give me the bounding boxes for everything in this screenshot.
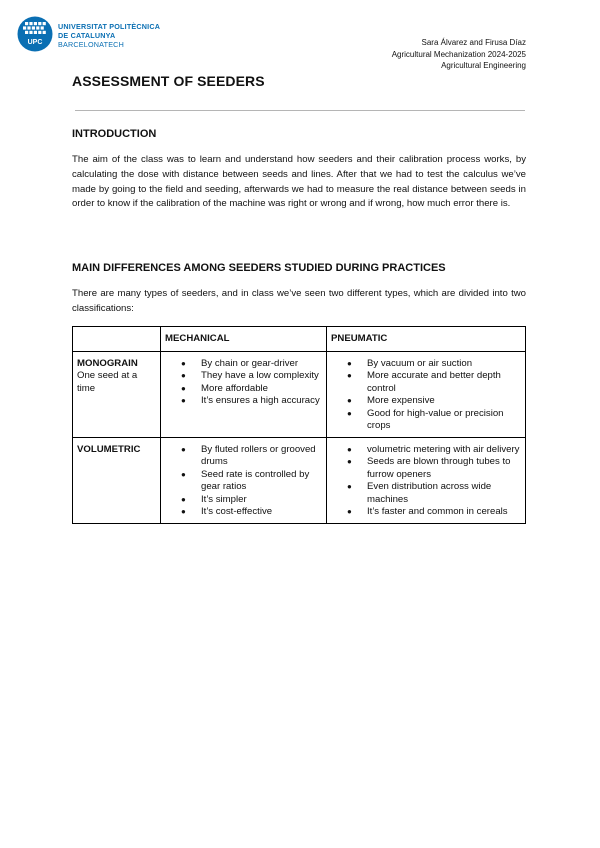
upc-logo-icon	[17, 16, 53, 52]
list-item: ● More affordable	[181, 382, 269, 394]
logo-line-1: UNIVERSITAT POLITÈCNICA	[58, 22, 161, 31]
row-title: MONOGRAIN	[77, 357, 138, 369]
list-item: ● By chain or gear-driver	[181, 357, 299, 369]
logo-line-2: DE CATALUNYA	[58, 31, 116, 40]
university-logo	[17, 16, 177, 54]
cell-pneumatic	[327, 437, 526, 523]
list-item: ● It’s simpler	[181, 493, 247, 505]
bullet-dot-icon: ●	[181, 371, 186, 380]
header-degree: Agricultural Engineering	[441, 61, 526, 70]
list-item: ● Good for high-value or precision crops	[347, 407, 504, 431]
bullet-dot-icon: ●	[181, 469, 186, 479]
introduction-text: The aim of the class was to learn and understand how seeders and their calibration process works, by calculating the dose with distance between seeds and lines. After that we had to test the calculus we’ve made by going to the field and seeding, afterwards we had to measure the real distance between seeds in order to know if the calibration of the machine was right or wrong and if wrong, how much error there is.	[72, 154, 526, 210]
list-item: ● More expensive	[347, 395, 435, 406]
header-authors: Sara Álvarez and Firusa Díaz	[421, 38, 526, 47]
logo-line-3: BARCELONATECH	[58, 40, 124, 49]
logo-text	[58, 22, 160, 49]
list-item: ● By fluted rollers or grooved drums	[181, 443, 316, 467]
row-title: VOLUMETRIC	[77, 443, 141, 455]
list-item: ● Seed rate is controlled by gear ratios	[181, 468, 310, 492]
table-header-mechanical: MECHANICAL	[161, 327, 327, 352]
bullet-dot-icon: ●	[181, 507, 186, 516]
bullet-dot-icon: ●	[181, 396, 186, 405]
list-item: ● It’s cost-effective	[181, 506, 273, 517]
bullet-dot-icon: ●	[181, 383, 186, 393]
row-header	[73, 437, 161, 523]
table-header-pneumatic: PNEUMATIC	[327, 327, 526, 352]
list-item: ● Even distribution across wide machines	[347, 481, 492, 505]
bullet-dot-icon: ●	[347, 358, 352, 368]
seeders-table	[72, 326, 526, 524]
list-item: ● It’s ensures a high accuracy	[181, 395, 320, 406]
introduction-heading: INTRODUCTION	[72, 128, 157, 140]
list-item: ● More accurate and better depth control	[347, 370, 501, 394]
bullet-dot-icon: ●	[347, 444, 352, 454]
list-item: ● They have a low complexity	[181, 370, 319, 381]
cell-mechanical	[161, 351, 327, 437]
cell-mechanical	[161, 437, 327, 523]
list-item: ● By vacuum or air suction	[347, 357, 473, 369]
bullet-dot-icon: ●	[347, 396, 352, 405]
header-course: Agricultural Mechanization 2024-2025	[391, 49, 526, 59]
table-row-volumetric	[73, 437, 526, 523]
row-header	[73, 351, 161, 437]
logo-monogram: UPC	[27, 39, 43, 46]
cell-pneumatic	[327, 351, 526, 437]
bullet-dot-icon: ●	[347, 371, 352, 380]
row-subtitle: One seed at a time	[77, 370, 138, 394]
table-header-empty	[73, 327, 161, 352]
bullet-dot-icon: ●	[347, 457, 352, 466]
list-item: ● It’s faster and common in cereals	[347, 506, 508, 517]
bullet-dot-icon: ●	[347, 507, 352, 516]
bullet-dot-icon: ●	[347, 482, 352, 491]
list-item: ● volumetric metering with air delivery	[347, 443, 520, 455]
table-header-row	[73, 327, 526, 352]
bullet-dot-icon: ●	[181, 494, 186, 504]
differences-text: There are many types of seeders, and in class we’ve seen two different types, which are divided into two classifications:	[72, 288, 526, 314]
bullet-dot-icon: ●	[347, 408, 352, 418]
header-info	[392, 37, 526, 72]
bullet-dot-icon: ●	[181, 444, 186, 454]
bullet-dot-icon: ●	[181, 358, 186, 368]
page-title: ASSESSMENT OF SEEDERS	[72, 73, 265, 89]
differences-heading: MAIN DIFFERENCES AMONG SEEDERS STUDIED DURING PRACTICES	[72, 262, 446, 274]
table-row-monograin	[73, 351, 526, 437]
title-divider	[75, 110, 525, 111]
list-item: ● Seeds are blown through tubes to furrow openers	[347, 456, 511, 480]
